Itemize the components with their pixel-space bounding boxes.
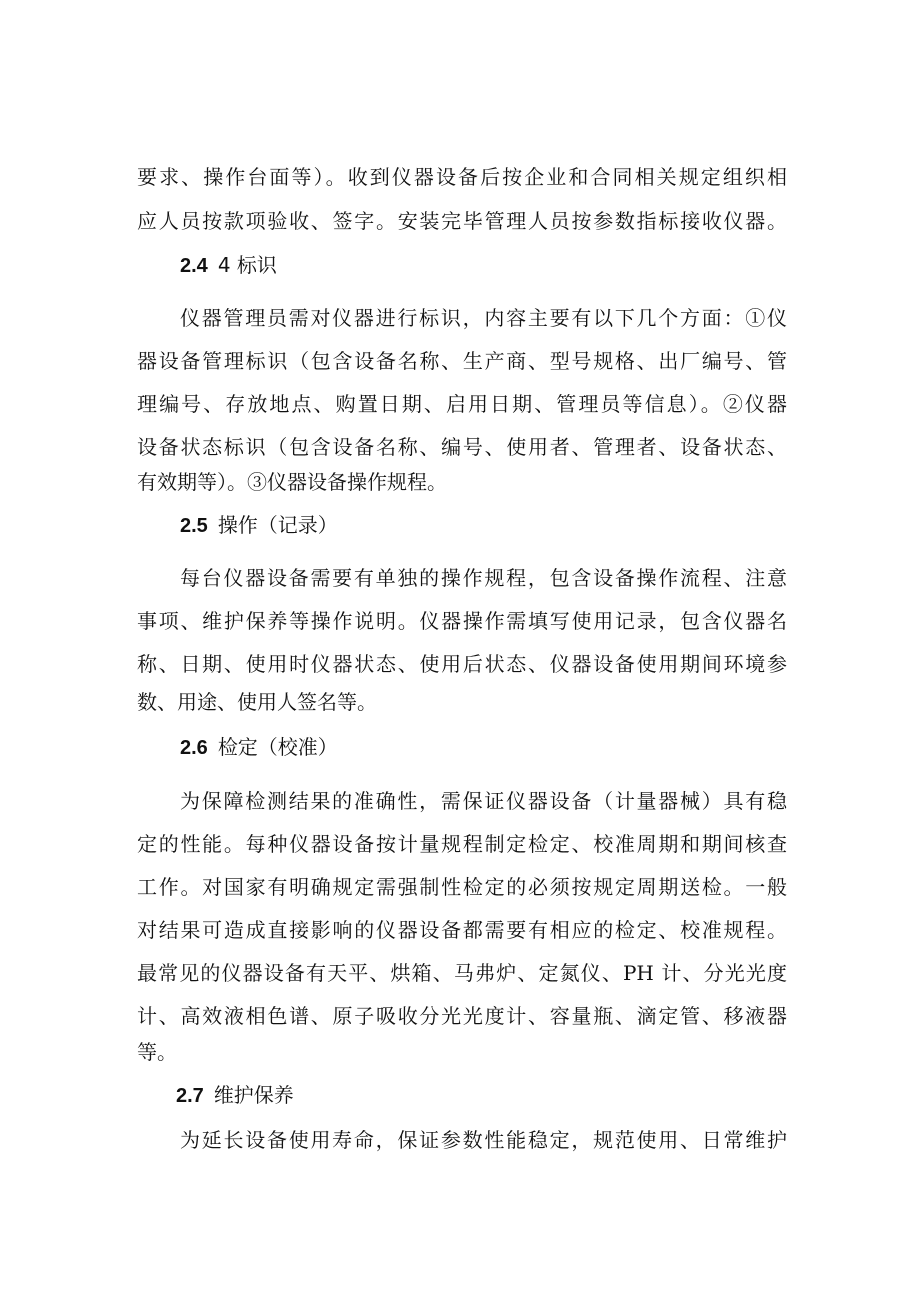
paragraph-line: 最常见的仪器设备有天平、烘箱、马弗炉、定氮仪、PH 计、分光光度 bbox=[137, 961, 787, 985]
paragraph-line: 事项、维护保养等操作说明。仪器操作需填写使用记录，包含仪器名 bbox=[137, 609, 787, 633]
section-title: 操作（记录） bbox=[217, 513, 338, 537]
paragraph-line: 数、用途、使用人签名等。 bbox=[137, 690, 377, 714]
paragraph-line: 工作。对国家有明确规定需强制性检定的必须按规定周期送检。一般 bbox=[137, 875, 787, 899]
paragraph-line: 设备状态标识（包含设备名称、编号、使用者、管理者、设备状态、 bbox=[137, 435, 787, 459]
section-number: 2.5 bbox=[180, 515, 208, 537]
paragraph-line: 理编号、存放地点、购置日期、启用日期、管理员等信息）。②仪器 bbox=[137, 392, 787, 416]
section-heading-2-4 bbox=[180, 250, 277, 280]
section-number: 2.7 bbox=[176, 1085, 204, 1107]
section-number: 2.4 bbox=[180, 255, 208, 277]
paragraph-line: 要求、操作台面等）。收到仪器设备后按企业和合同相关规定组织相 bbox=[137, 165, 787, 189]
paragraph-line: 应人员按款项验收、签字。安装完毕管理人员按参数指标接收仪器。 bbox=[137, 209, 787, 233]
section-title: 维护保养 bbox=[213, 1083, 294, 1107]
paragraph-line: 有效期等）。③仪器设备操作规程。 bbox=[137, 470, 447, 494]
paragraph-line: 定的性能。每种仪器设备按计量规程制定检定、校准周期和期间核查 bbox=[137, 832, 787, 856]
paragraph-line: 为保障检测结果的准确性，需保证仪器设备（计量器械）具有稳 bbox=[180, 789, 787, 813]
section-heading-2-7 bbox=[176, 1080, 294, 1110]
section-number: 2.6 bbox=[180, 737, 208, 759]
section-title: 4 标识 bbox=[217, 253, 277, 277]
paragraph-line: 对结果可造成直接影响的仪器设备都需要有相应的检定、校准规程。 bbox=[137, 918, 787, 942]
section-title: 检定（校准） bbox=[217, 735, 338, 759]
section-heading-2-5 bbox=[180, 510, 338, 540]
paragraph-line: 为延长设备使用寿命，保证参数性能稳定，规范使用、日常维护 bbox=[180, 1128, 787, 1152]
paragraph-line: 器设备管理标识（包含设备名称、生产商、型号规格、出厂编号、管 bbox=[137, 349, 787, 373]
section-heading-2-6 bbox=[180, 732, 338, 762]
paragraph-line: 每台仪器设备需要有单独的操作规程，包含设备操作流程、注意 bbox=[180, 566, 787, 590]
paragraph-line: 仪器管理员需对仪器进行标识，内容主要有以下几个方面：①仪 bbox=[180, 306, 787, 330]
paragraph-line: 计、高效液相色谱、原子吸收分光光度计、容量瓶、滴定管、移液器 bbox=[137, 1004, 787, 1028]
paragraph-line: 等。 bbox=[137, 1040, 177, 1064]
paragraph-line: 称、日期、使用时仪器状态、使用后状态、仪器设备使用期间环境参 bbox=[137, 652, 787, 676]
